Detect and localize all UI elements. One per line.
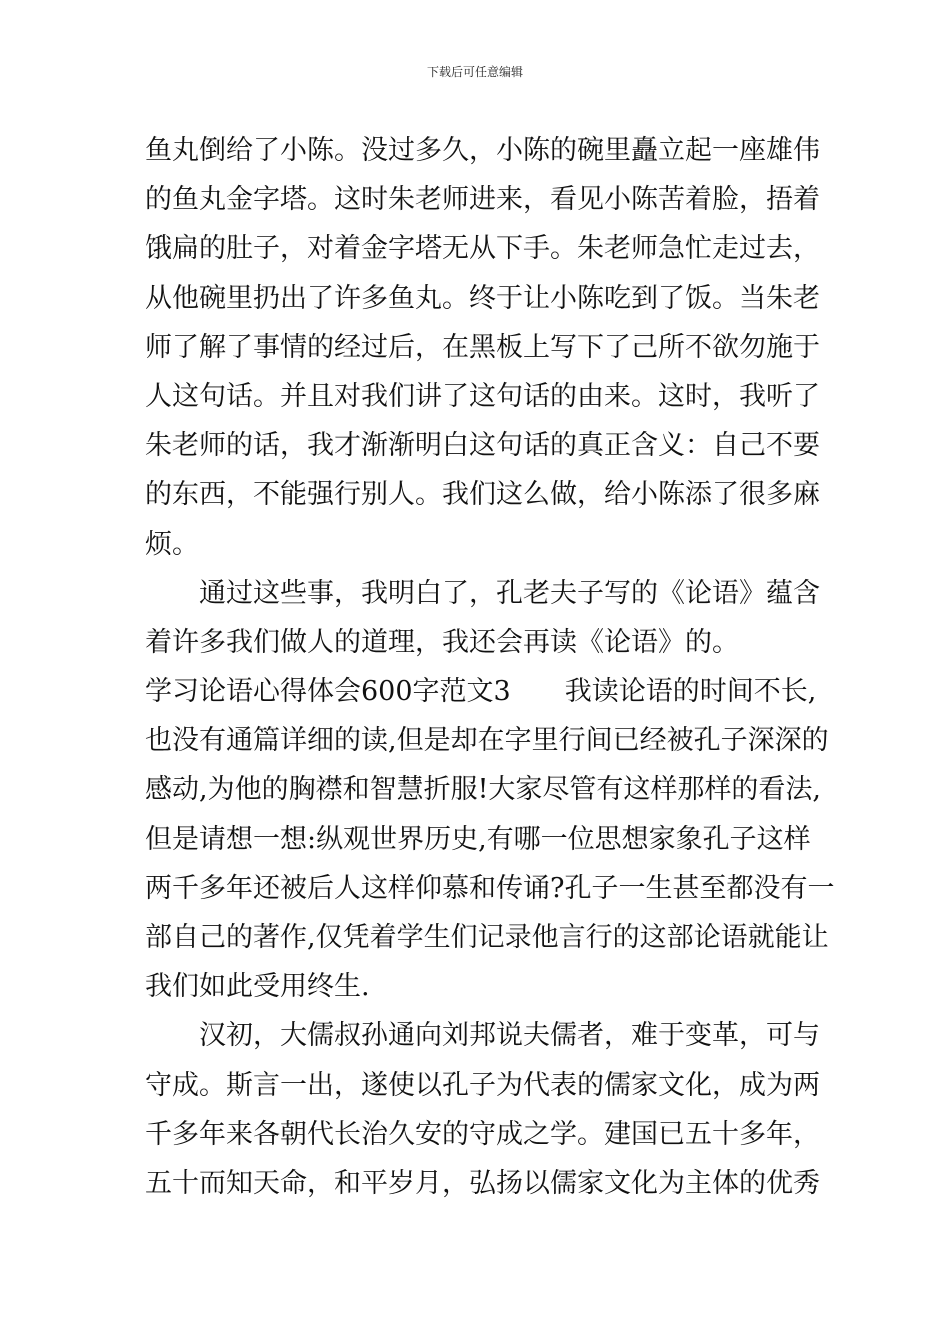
text-line: 但是请想一想:纵观世界历史,有哪一位思想家象孔子这样 [145, 823, 811, 855]
text-line: 饿扁的肚子，对着金字塔无从下手。朱老师急忙走过去， [145, 233, 820, 265]
text-line: 也没有通篇详细的读,但是却在字里行间已经被孔子深深的 [145, 725, 829, 757]
text-line: 通过这些事，我明白了，孔老夫子写的《论语》蕴含 [145, 577, 820, 609]
text-line: 感动,为他的胸襟和智慧折服!大家尽管有这样那样的看法, [145, 774, 822, 806]
text-line: 鱼丸倒给了小陈。没过多久，小陈的碗里矗立起一座雄伟 [145, 135, 820, 166]
text-line: 人这句话。并且对我们讲了这句话的由来。这时，我听了 [145, 380, 820, 412]
text-line: 五十而知天命，和平岁月，弘扬以儒家文化为主体的优秀 [145, 1167, 820, 1199]
text-line: 的鱼丸金字塔。这时朱老师进来，看见小陈苦着脸，捂着 [145, 184, 820, 216]
text-line: 两千多年还被后人这样仰慕和传诵?孔子一生甚至都没有一 [145, 872, 835, 904]
text-line: 我们如此受用终生. [145, 971, 370, 1003]
text-line: 守成。斯言一出，遂使以孔子为代表的儒家文化，成为两 [145, 1069, 820, 1101]
text-line: 汉初，大儒叔孙通向刘邦说夫儒者，难于变革，可与 [145, 1020, 820, 1052]
text-line: 的东西，不能强行别人。我们这么做，给小陈添了很多麻 [145, 479, 820, 511]
body-text [145, 126, 835, 1208]
text-line: 从他碗里扔出了许多鱼丸。终于让小陈吃到了饭。当朱老 [145, 282, 820, 314]
page-header: 下载后可任意编辑 [426, 65, 523, 79]
text-line: 朱老师的话，我才渐渐明白这句话的真正含义：自己不要 [145, 430, 820, 462]
text-line: 部自己的著作,仅凭着学生们记录他言行的这部论语就能让 [145, 922, 829, 953]
text-line: 着许多我们做人的道理，我还会再读《论语》的。 [145, 626, 739, 658]
section-heading-line: 学习论语心得体会600字范文3 我读论语的时间不长, [145, 676, 817, 708]
text-line: 千多年来各朝代长治久安的守成之学。建国已五十多年， [145, 1118, 820, 1150]
text-line: 烦。 [145, 528, 199, 560]
text-line: 师了解了事情的经过后，在黑板上写下了己所不欲勿施于 [145, 331, 820, 363]
